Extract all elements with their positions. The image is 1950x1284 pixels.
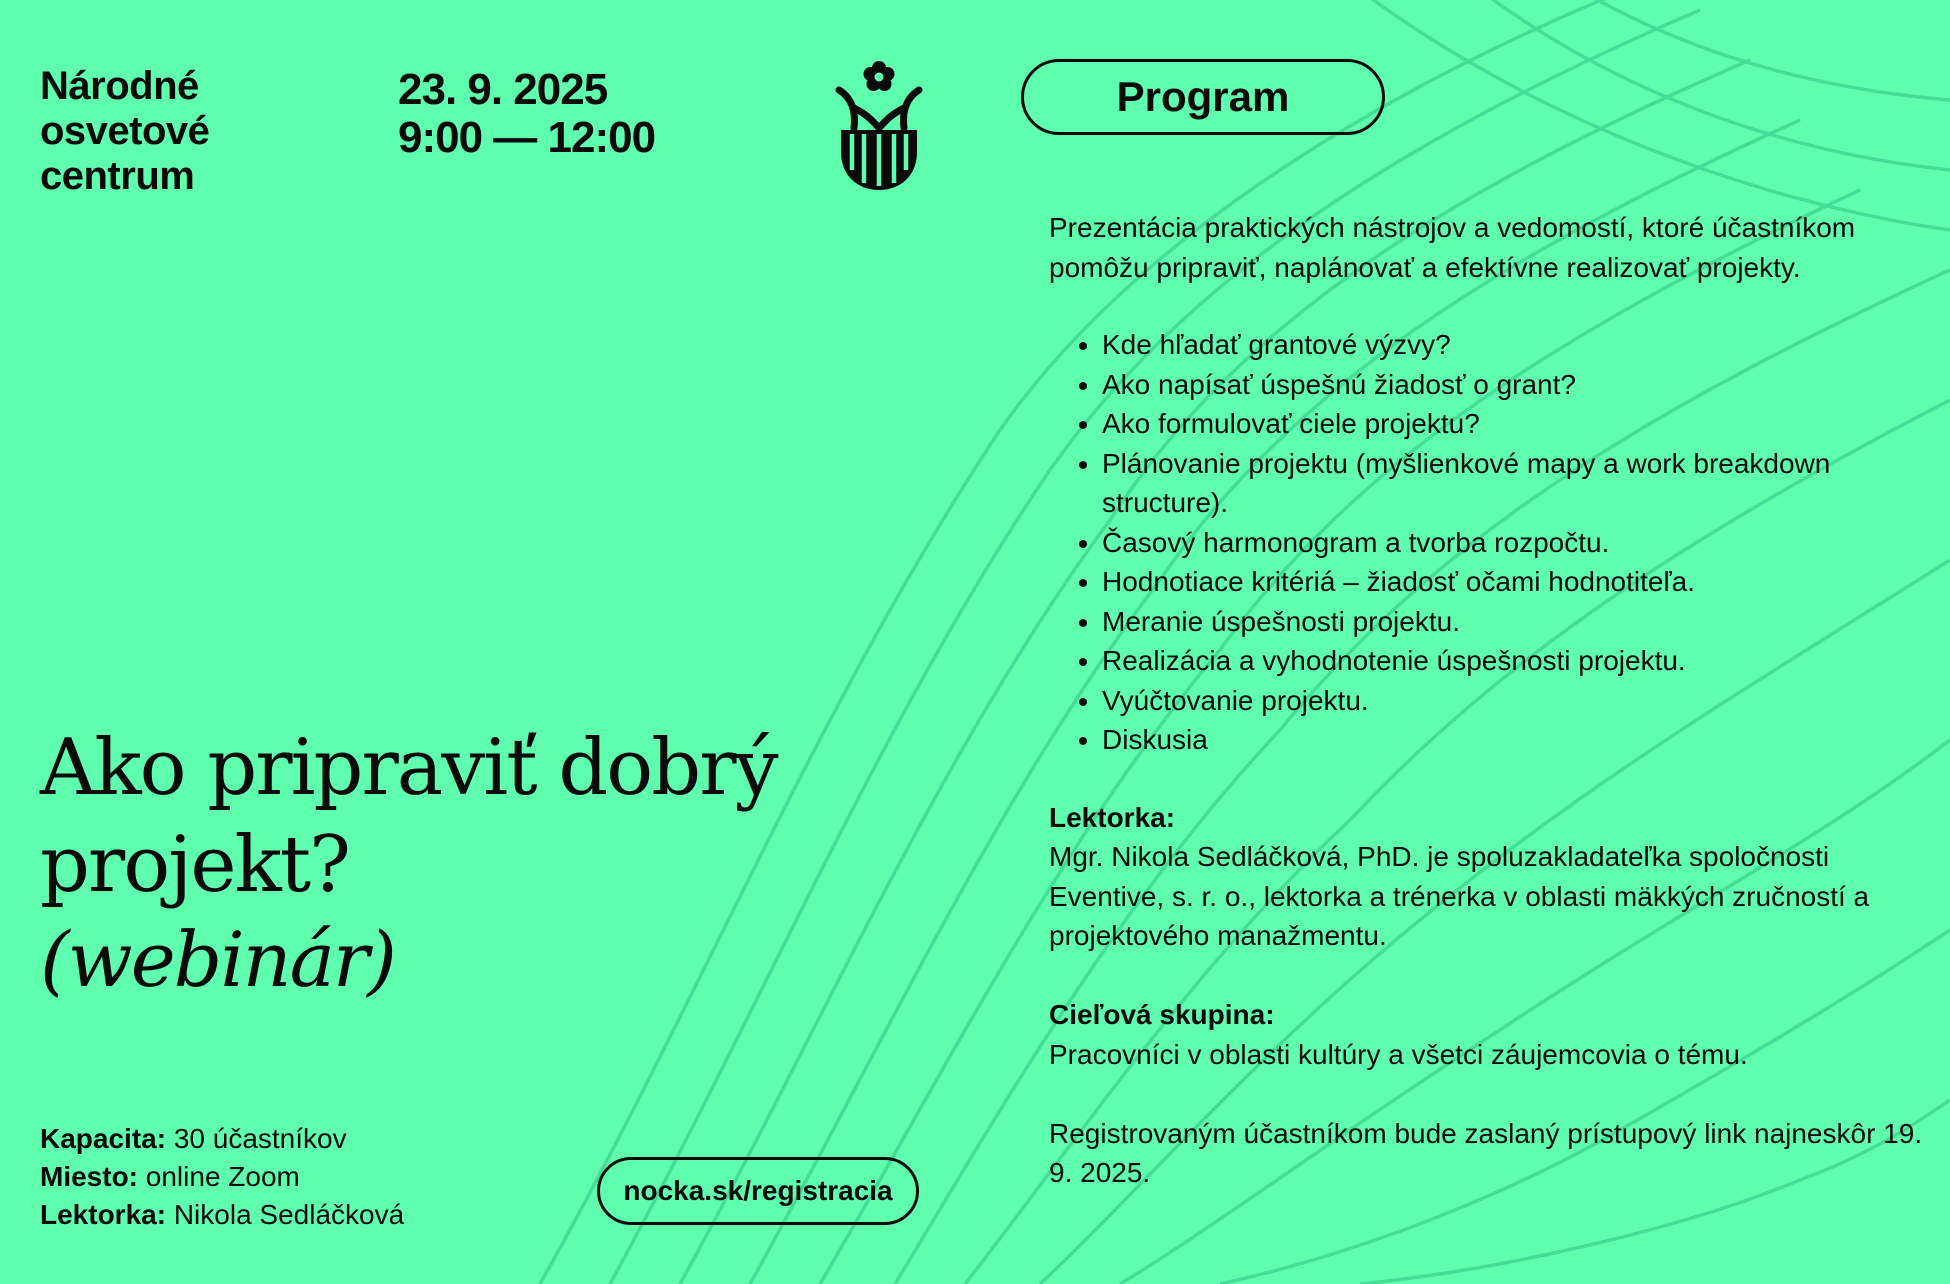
capacity-value: 30 účastníkov [173,1123,347,1154]
list-item: • Hodnotiace kritériá – žiadosť očami hodnotiteľa. [1102,562,1929,602]
meta-lecturer [40,1196,404,1234]
lecturer-value: Nikola Sedláčková [173,1199,405,1230]
list-item: • Ako napísať úspešnú žiadosť o grant? [1102,365,1929,405]
list-item: • Kde hľadať grantové výzvy? [1102,325,1929,365]
lecturer-label: Lektorka: [40,1199,167,1230]
lecturer-heading: Lektorka: [1049,801,1176,833]
meta-place [40,1158,404,1196]
list-item: • Diskusia [1102,720,1929,760]
lecturer-description: Mgr. Nikola Sedláčková, PhD. je spoluzakladateľka spoločnosti Eventive, s. r. o., lektorka a trénerka v oblasti mäkkých zručností a projektového manažmentu. [1049,841,1870,951]
list-item: • Časový harmonogram a tvorba rozpočtu. [1102,523,1929,563]
list-item: • Plánovanie projektu (myšlienkové mapy a work breakdown structure). [1102,444,1929,523]
event-datetime [398,66,655,162]
registration-note: Registrovaným účastníkom bude zaslaný prístupový link najneskôr 19. 9. 2025. [1049,1117,1923,1188]
title-line-2: projekt? [40,820,349,910]
meta-capacity [40,1120,404,1158]
program-content [1049,208,1929,1193]
tulip-logo-icon [834,60,924,195]
registration-link-label: nocka.sk/registracia [623,1175,893,1206]
event-time: 9:00 — 12:00 [398,113,656,162]
event-title [40,720,777,1006]
org-name-line-2: osvetové [40,109,210,153]
place-value: online Zoom [145,1161,300,1192]
capacity-label: Kapacita: [40,1123,167,1154]
title-line-3: (webinár) [40,915,395,1004]
program-button-label: Program [1116,73,1290,120]
org-name-line-3: centrum [40,154,195,198]
program-button[interactable] [1021,59,1385,135]
target-group-heading: Cieľová skupina: [1049,999,1275,1030]
list-item: • Realizácia a vyhodnotenie úspešnosti projektu. [1102,641,1929,681]
list-item: • Meranie úspešnosti projektu. [1102,602,1929,642]
registration-link-button[interactable] [597,1157,919,1225]
list-item: • Vyúčtovanie projektu. [1102,681,1929,721]
place-label: Miesto: [40,1161,138,1192]
event-meta [40,1120,404,1234]
program-intro: Prezentácia praktických nástrojov a vedomostí, ktoré účastníkom pomôžu pripraviť, naplánovať a efektívne realizovať projekty. [1049,212,1856,283]
title-line-1: Ako pripraviť dobrý [40,723,777,813]
list-item: • Ako formulovať ciele projektu? [1102,404,1929,444]
org-name [40,64,209,199]
event-date: 23. 9. 2025 [398,65,608,114]
target-group-text: Pracovníci v oblasti kultúry a všetci záujemcovia o tému. [1049,1038,1748,1070]
org-name-line-1: Národné [40,64,199,108]
program-topics-list [1049,325,1929,760]
